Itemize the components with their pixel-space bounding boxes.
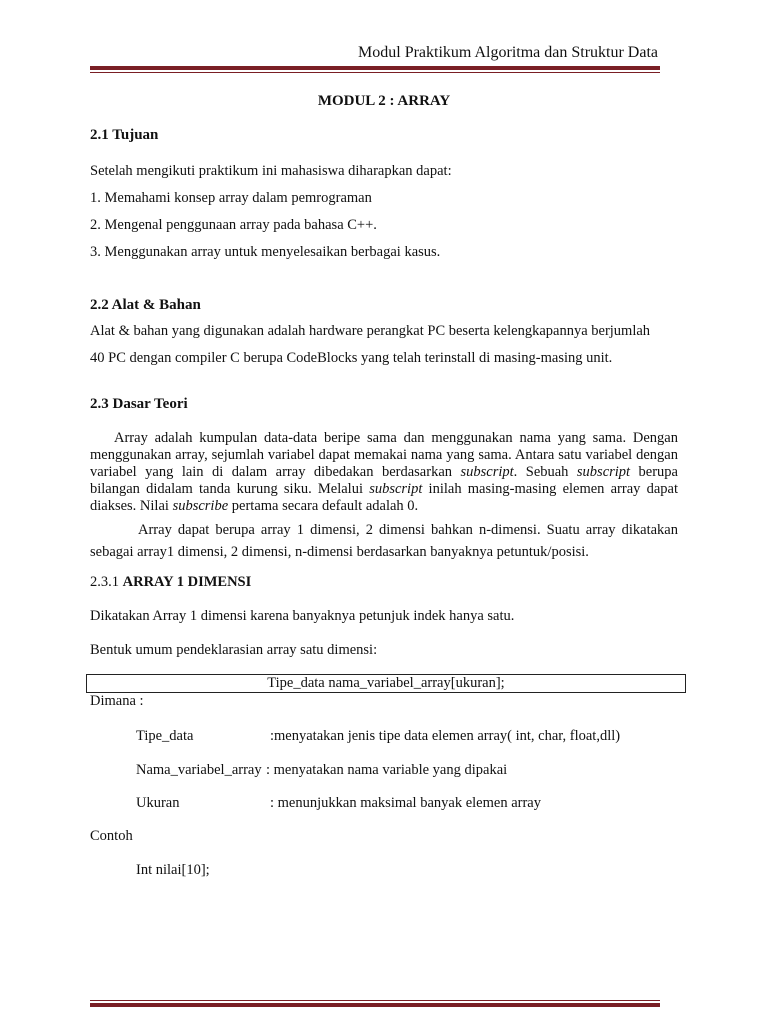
teori-text: . Sebuah <box>513 464 577 480</box>
section-number: 2.3.1 <box>90 574 123 590</box>
section-heading-alat: 2.2 Alat & Bahan <box>90 297 201 313</box>
section-heading-teori: 2.3 Dasar Teori <box>90 396 188 412</box>
array1-line: Dikatakan Array 1 dimensi karena banyaknya petunjuk indek hanya satu. <box>90 608 515 624</box>
header-title: Modul Praktikum Algoritma dan Struktur Data <box>358 44 658 61</box>
definition-term: Ukuran <box>136 795 180 811</box>
contoh-label: Contoh <box>90 828 133 844</box>
definition-term: Tipe_data <box>136 728 194 744</box>
teori-italic: subscript <box>460 464 514 480</box>
section-heading-array1 <box>90 574 251 591</box>
teori-italic: subscript <box>576 464 631 480</box>
header-rule-thin <box>90 72 660 73</box>
teori-paragraph-1 <box>90 430 678 515</box>
footer-rule-thick <box>90 1003 660 1007</box>
dimana-label: Dimana : <box>90 693 144 709</box>
alat-line: Alat & bahan yang digunakan adalah hardware perangkat PC beserta kelengkapannya berjumlah <box>90 323 651 339</box>
teori-text: berupa bilangan didalam tanda kurung siku. Melalui <box>90 464 678 497</box>
definition-desc: :menyatakan jenis tipe data elemen array( int, char, float,dll) <box>270 728 621 744</box>
section-title: ARRAY 1 DIMENSI <box>122 574 252 590</box>
teori-paragraph-2: Array dapat berupa array 1 dimensi, 2 dimensi bahkan n-dimensi. Suatu array dikatakan sebagai array1 dimensi, 2 dimensi, n-dimensi berdasarkan banyaknya petuntuk/posisi. <box>90 522 678 560</box>
tujuan-item: 3. Menggunakan array untuk menyelesaikan berbagai kasus. <box>90 244 441 260</box>
alat-line: 40 PC dengan compiler C berupa CodeBlocks yang telah terinstall di masing-masing unit. <box>90 350 613 366</box>
section-heading-tujuan: 2.1 Tujuan <box>90 127 159 143</box>
teori-text: pertama secara default adalah 0. <box>228 498 419 514</box>
tujuan-item: 2. Mengenal penggunaan array pada bahasa C++. <box>90 217 377 233</box>
syntax-box: Tipe_data nama_variabel_array[ukuran]; <box>86 674 686 693</box>
header-rule-thick <box>90 66 660 70</box>
tujuan-intro: Setelah mengikuti praktikum ini mahasiswa diharapkan dapat: <box>90 163 452 179</box>
teori-italic: subscribe <box>172 498 229 514</box>
teori-text: inilah masing-masing elemen array dapat diakses. Nilai <box>90 481 678 514</box>
teori-italic: subscript <box>369 481 423 497</box>
example-code: Int nilai[10]; <box>136 862 210 878</box>
footer-rule-thin <box>90 1000 660 1001</box>
array1-line: Bentuk umum pendeklarasian array satu dimensi: <box>90 642 378 658</box>
tujuan-item: 1. Memahami konsep array dalam pemrograman <box>90 190 372 206</box>
definition-desc: : menyatakan nama variable yang dipakai <box>266 762 508 778</box>
teori-text: Array adalah kumpulan data-data beripe sama dan menggunakan nama yang sama. Dengan menggunakan array, sejumlah variabel dapat memakai nama yang sama. Antara satu variabel dengan variabel yang lain di dalam array dibedakan berdasarkan <box>90 430 678 480</box>
definition-desc: : menunjukkan maksimal banyak elemen array <box>270 795 541 811</box>
module-title: MODUL 2 : ARRAY <box>317 93 451 109</box>
definition-term: Nama_variabel_array <box>136 762 262 778</box>
